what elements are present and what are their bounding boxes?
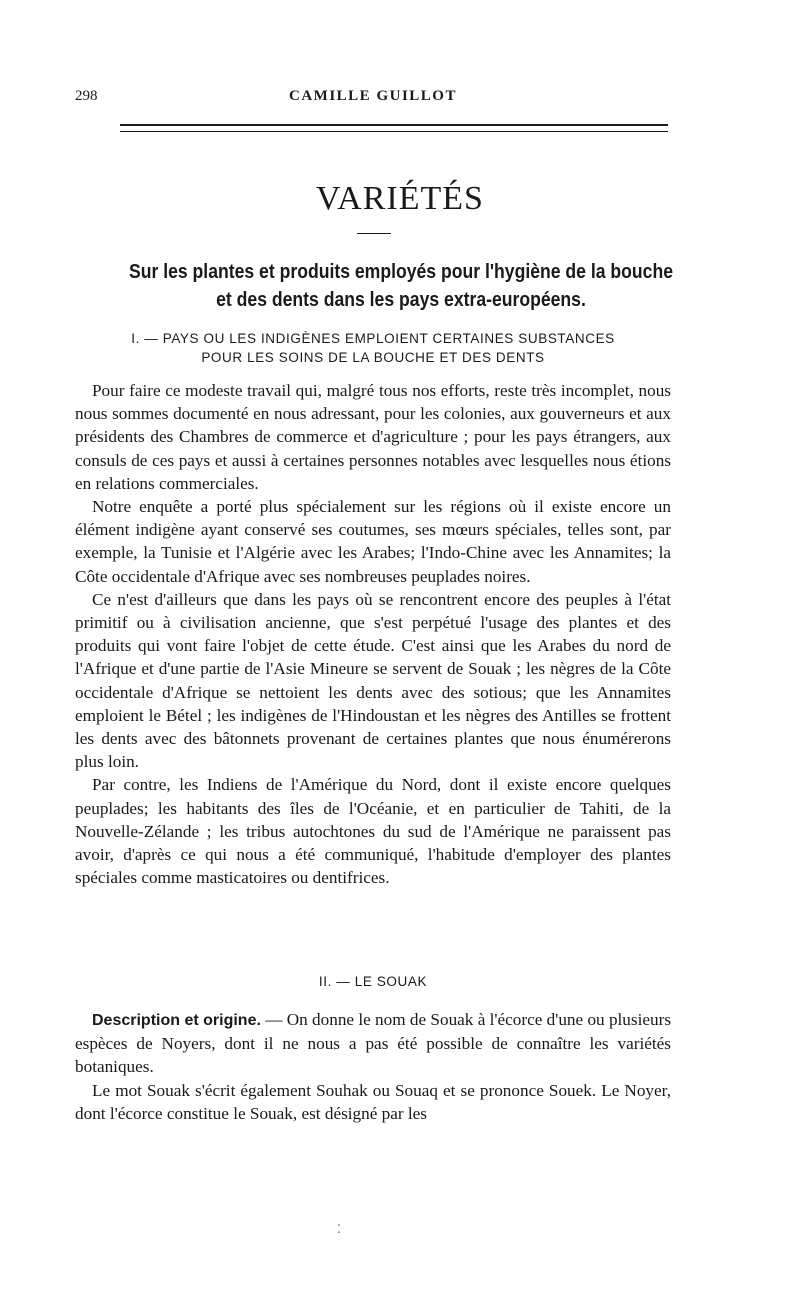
- chapter-1-body: [75, 379, 671, 889]
- page-number: 298: [75, 88, 98, 104]
- running-title: CAMILLE GUILLOT: [289, 88, 457, 104]
- paragraph: Le mot Souak s'écrit également Souhak ou Souaq et se prononce Souek. Le Noyer, dont l'écorce constitue le Souak, est désigné par les: [75, 1080, 671, 1123]
- paragraph: Pour faire ce modeste travail qui, malgré tous nos efforts, reste très incomplet, nous nous sommes documenté en nous adressant, pour les colonies, aux gouverneurs et aux présidents des Chambres de commerce et d'agriculture ; pour les pays étrangers, aux consuls de ces pays et aussi à certaines personnes notables avec lesquelles nous étions en relations commerciales.: [75, 381, 671, 493]
- title-divider: [357, 233, 391, 234]
- paragraph: Par contre, les Indiens de l'Amérique du Nord, dont il existe encore quelques peuplades; les habitants des îles de l'Océanie, et en particulier de Tahiti, de la Nouvelle-Zélande ; les tribus autochtones du sud de l'Amérique ne paraissent pas avoir, d'après ce qui nous a été communiqué, l'habitude d'employer des plantes spéciales comme masticatoires ou dentifrices.: [75, 775, 671, 888]
- header-rule-thick: [120, 124, 668, 126]
- footer-mark: ⁚: [337, 1222, 341, 1236]
- chapter-heading-2: II. — LE SOUAK: [318, 974, 428, 989]
- article-title-line-1: Sur les plantes et produits employés pour l'hygiène de la bouche: [128, 261, 674, 283]
- section-title: VARIÉTÉS: [316, 180, 484, 217]
- chapter-heading-1-line-2: POUR LES SOINS DE LA BOUCHE ET DES DENTS: [201, 350, 545, 365]
- chapter-heading-1: [75, 329, 671, 367]
- header-rule-thin: [120, 131, 668, 132]
- chapter-heading-1-line-1: I. — PAYS OU LES INDIGÈNES EMPLOIENT CERTAINES SUBSTANCES: [131, 331, 615, 346]
- runin-heading: Description et origine.: [92, 1012, 261, 1029]
- paragraph: Notre enquête a porté plus spécialement sur les régions où il existe encore un élément indigène ayant conservé ses coutumes, ses mœurs spéciales, telles sont, par exemple, la Tunisie et l'Algérie avec les Arabes; l'Indo-Chine avec les Annamites; la Côte occidentale d'Afrique avec ses nombreuses peuplades noires.: [75, 497, 671, 586]
- paragraph-text: — On donne le nom de Souak à l'écorce d'une ou plusieurs espèces de Noyers, dont il ne nous a pas été possible de connaître les variétés botaniques.: [75, 1010, 672, 1077]
- running-head: [75, 88, 671, 110]
- article-title: [83, 258, 718, 314]
- paragraph: Ce n'est d'ailleurs que dans les pays où se rencontrent encore des peuples à l'état primitif ou à civilisation ancienne, que s'est perpétué l'usage des plantes et des produits qui vont faire l'objet de cette étude. C'est ainsi que les Arabes du nord de l'Afrique et d'une partie de l'Asie Mineure se servent de Souak ; les nègres de la Côte occidentale d'Afrique se nettoient les dents avec des sotious; que les Annamites emploient le Bétel ; les indigènes de l'Hindoustan et les nègres des Antilles se frottent les dents avec des bâtonnets provenant de certaines plantes que nous énumérerons plus loin.: [75, 589, 671, 772]
- paragraph: [75, 1008, 671, 1079]
- article-title-line-2: et des dents dans les pays extra-européens.: [216, 289, 586, 311]
- chapter-2-body: [75, 1008, 671, 1125]
